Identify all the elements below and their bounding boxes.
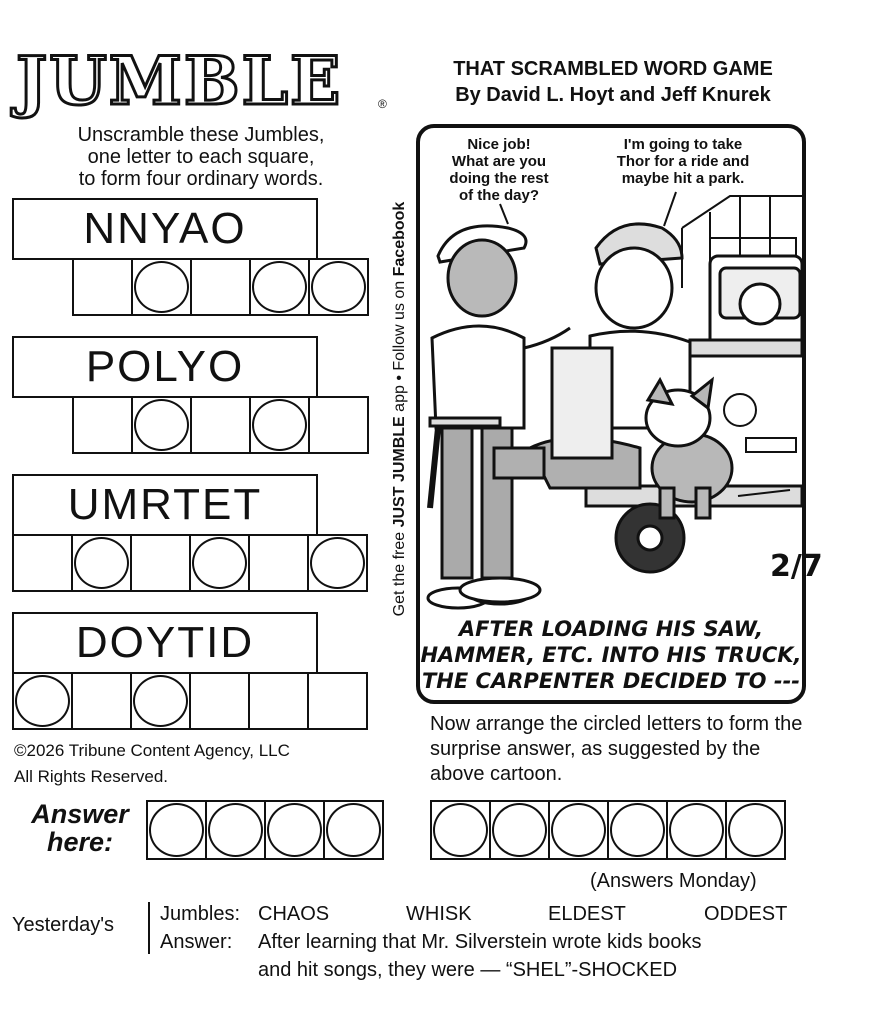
- circled-letter-cell[interactable]: [249, 258, 310, 316]
- yesterday-jumble: ODDEST: [704, 903, 788, 925]
- answer-letter-cell[interactable]: [548, 800, 609, 860]
- copyright: [14, 738, 394, 790]
- circled-letter-cell[interactable]: [308, 258, 369, 316]
- yesterday-label: Yesterday's: [12, 914, 115, 936]
- answer-cells-3[interactable]: [12, 534, 368, 592]
- cartoon-caption: AFTER LOADING HIS SAW, HAMMER, ETC. INTO HIS TRUCK, THE CARPENTER DECIDED TO ---: [420, 617, 802, 693]
- circled-letter-cell[interactable]: [130, 672, 191, 730]
- promo-social: Facebook: [391, 201, 408, 276]
- promo-vertical-text: [386, 156, 414, 661]
- yesterday-content: [160, 900, 787, 984]
- yesterday-answer-line2: and hit songs, they were — “SHEL”-SHOCKED: [258, 959, 678, 981]
- tagline: [418, 56, 808, 108]
- scrambled-word: POLYO: [85, 342, 245, 391]
- cartoon-panel: [416, 124, 823, 704]
- answer-group-2[interactable]: [432, 800, 786, 860]
- letter-cell[interactable]: [12, 534, 73, 592]
- jumble-word-4: [12, 612, 318, 674]
- svg-text:2/7: 2/7: [770, 549, 823, 584]
- answer-letter-cell[interactable]: [146, 800, 207, 860]
- jumble-logo: [12, 42, 390, 120]
- yesterday-jumble: WHISK: [406, 903, 472, 925]
- letter-cell[interactable]: [72, 396, 133, 454]
- promo-app-name: JUST JUMBLE: [391, 415, 408, 527]
- answer-letter-cell[interactable]: [607, 800, 668, 860]
- arrange-instructions: Now arrange the circled letters to form the surprise answer, as suggested by the above cartoon.: [430, 713, 803, 785]
- answer-cells-4[interactable]: [12, 672, 368, 730]
- yesterday-divider: [148, 902, 150, 954]
- circled-letter-cell[interactable]: [131, 258, 192, 316]
- answer-letter-cell[interactable]: [430, 800, 491, 860]
- instruction-line: one letter to each square,: [87, 146, 315, 168]
- promo-middle: app • Follow us on: [391, 275, 408, 416]
- answer-letter-cell[interactable]: [264, 800, 325, 860]
- svg-text:®: ®: [378, 97, 387, 111]
- answer-letter-cell[interactable]: [323, 800, 384, 860]
- answers-note: (Answers Monday): [590, 870, 757, 892]
- jumble-word-3: [12, 474, 318, 536]
- answer-label: Answer here:: [31, 799, 129, 857]
- answer-group-1[interactable]: [148, 800, 384, 860]
- circled-letter-cell[interactable]: [189, 534, 250, 592]
- jumble-word-2: [12, 336, 318, 398]
- letter-cell[interactable]: [248, 534, 309, 592]
- answer-letter-cell[interactable]: [666, 800, 727, 860]
- speech-bubble-left: Nice job! What are you doing the rest of the day?: [449, 136, 549, 204]
- scrambled-word: DOYTID: [75, 618, 255, 667]
- answer-cells-2[interactable]: [72, 396, 369, 454]
- jumbles-label: Jumbles:: [160, 903, 241, 925]
- circled-letter-cell[interactable]: [307, 534, 368, 592]
- instructions: [36, 124, 366, 190]
- yesterday-answer-line1: After learning that Mr. Silverstein wrote kids books: [258, 931, 702, 953]
- circled-letter-cell[interactable]: [12, 672, 73, 730]
- letter-cell[interactable]: [248, 672, 309, 730]
- letter-cell[interactable]: [190, 258, 251, 316]
- svg-text:JUMBLE: JUMBLE: [16, 42, 343, 120]
- circled-letter-cell[interactable]: [71, 534, 132, 592]
- answer-letter-cell[interactable]: [725, 800, 786, 860]
- circled-letter-cell[interactable]: [249, 396, 310, 454]
- instruction-line: to form four ordinary words.: [78, 168, 324, 190]
- circled-letter-cell[interactable]: [131, 396, 192, 454]
- letter-cell[interactable]: [71, 672, 132, 730]
- answer-letter-cell[interactable]: [489, 800, 550, 860]
- letter-cell[interactable]: [72, 258, 133, 316]
- answer-cells-1[interactable]: [72, 258, 369, 316]
- yesterday-jumble: ELDEST: [548, 903, 626, 925]
- yesterday-jumble: CHAOS: [258, 903, 330, 925]
- letter-cell[interactable]: [308, 396, 369, 454]
- copyright-line: ©2026 Tribune Content Agency, LLC: [14, 741, 290, 760]
- jumble-word-1: [12, 198, 318, 260]
- scrambled-word: NNYAO: [83, 204, 247, 253]
- letter-cell[interactable]: [190, 396, 251, 454]
- letter-cell[interactable]: [307, 672, 368, 730]
- speech-bubble-right: I'm going to take Thor for a ride and maybe hit a park.: [616, 136, 750, 187]
- instruction-line: Unscramble these Jumbles,: [77, 124, 325, 146]
- letter-cell[interactable]: [130, 534, 191, 592]
- letter-cell[interactable]: [189, 672, 250, 730]
- byline: By David L. Hoyt and Jeff Knurek: [455, 84, 771, 106]
- answer-letter-cell[interactable]: [205, 800, 266, 860]
- answer-label-yesterday: Answer:: [160, 931, 233, 953]
- promo-prefix: Get the free: [391, 526, 408, 616]
- rights-line: All Rights Reserved.: [14, 767, 169, 786]
- scrambled-word: UMRTET: [67, 480, 263, 529]
- title-line: THAT SCRAMBLED WORD GAME: [453, 58, 773, 80]
